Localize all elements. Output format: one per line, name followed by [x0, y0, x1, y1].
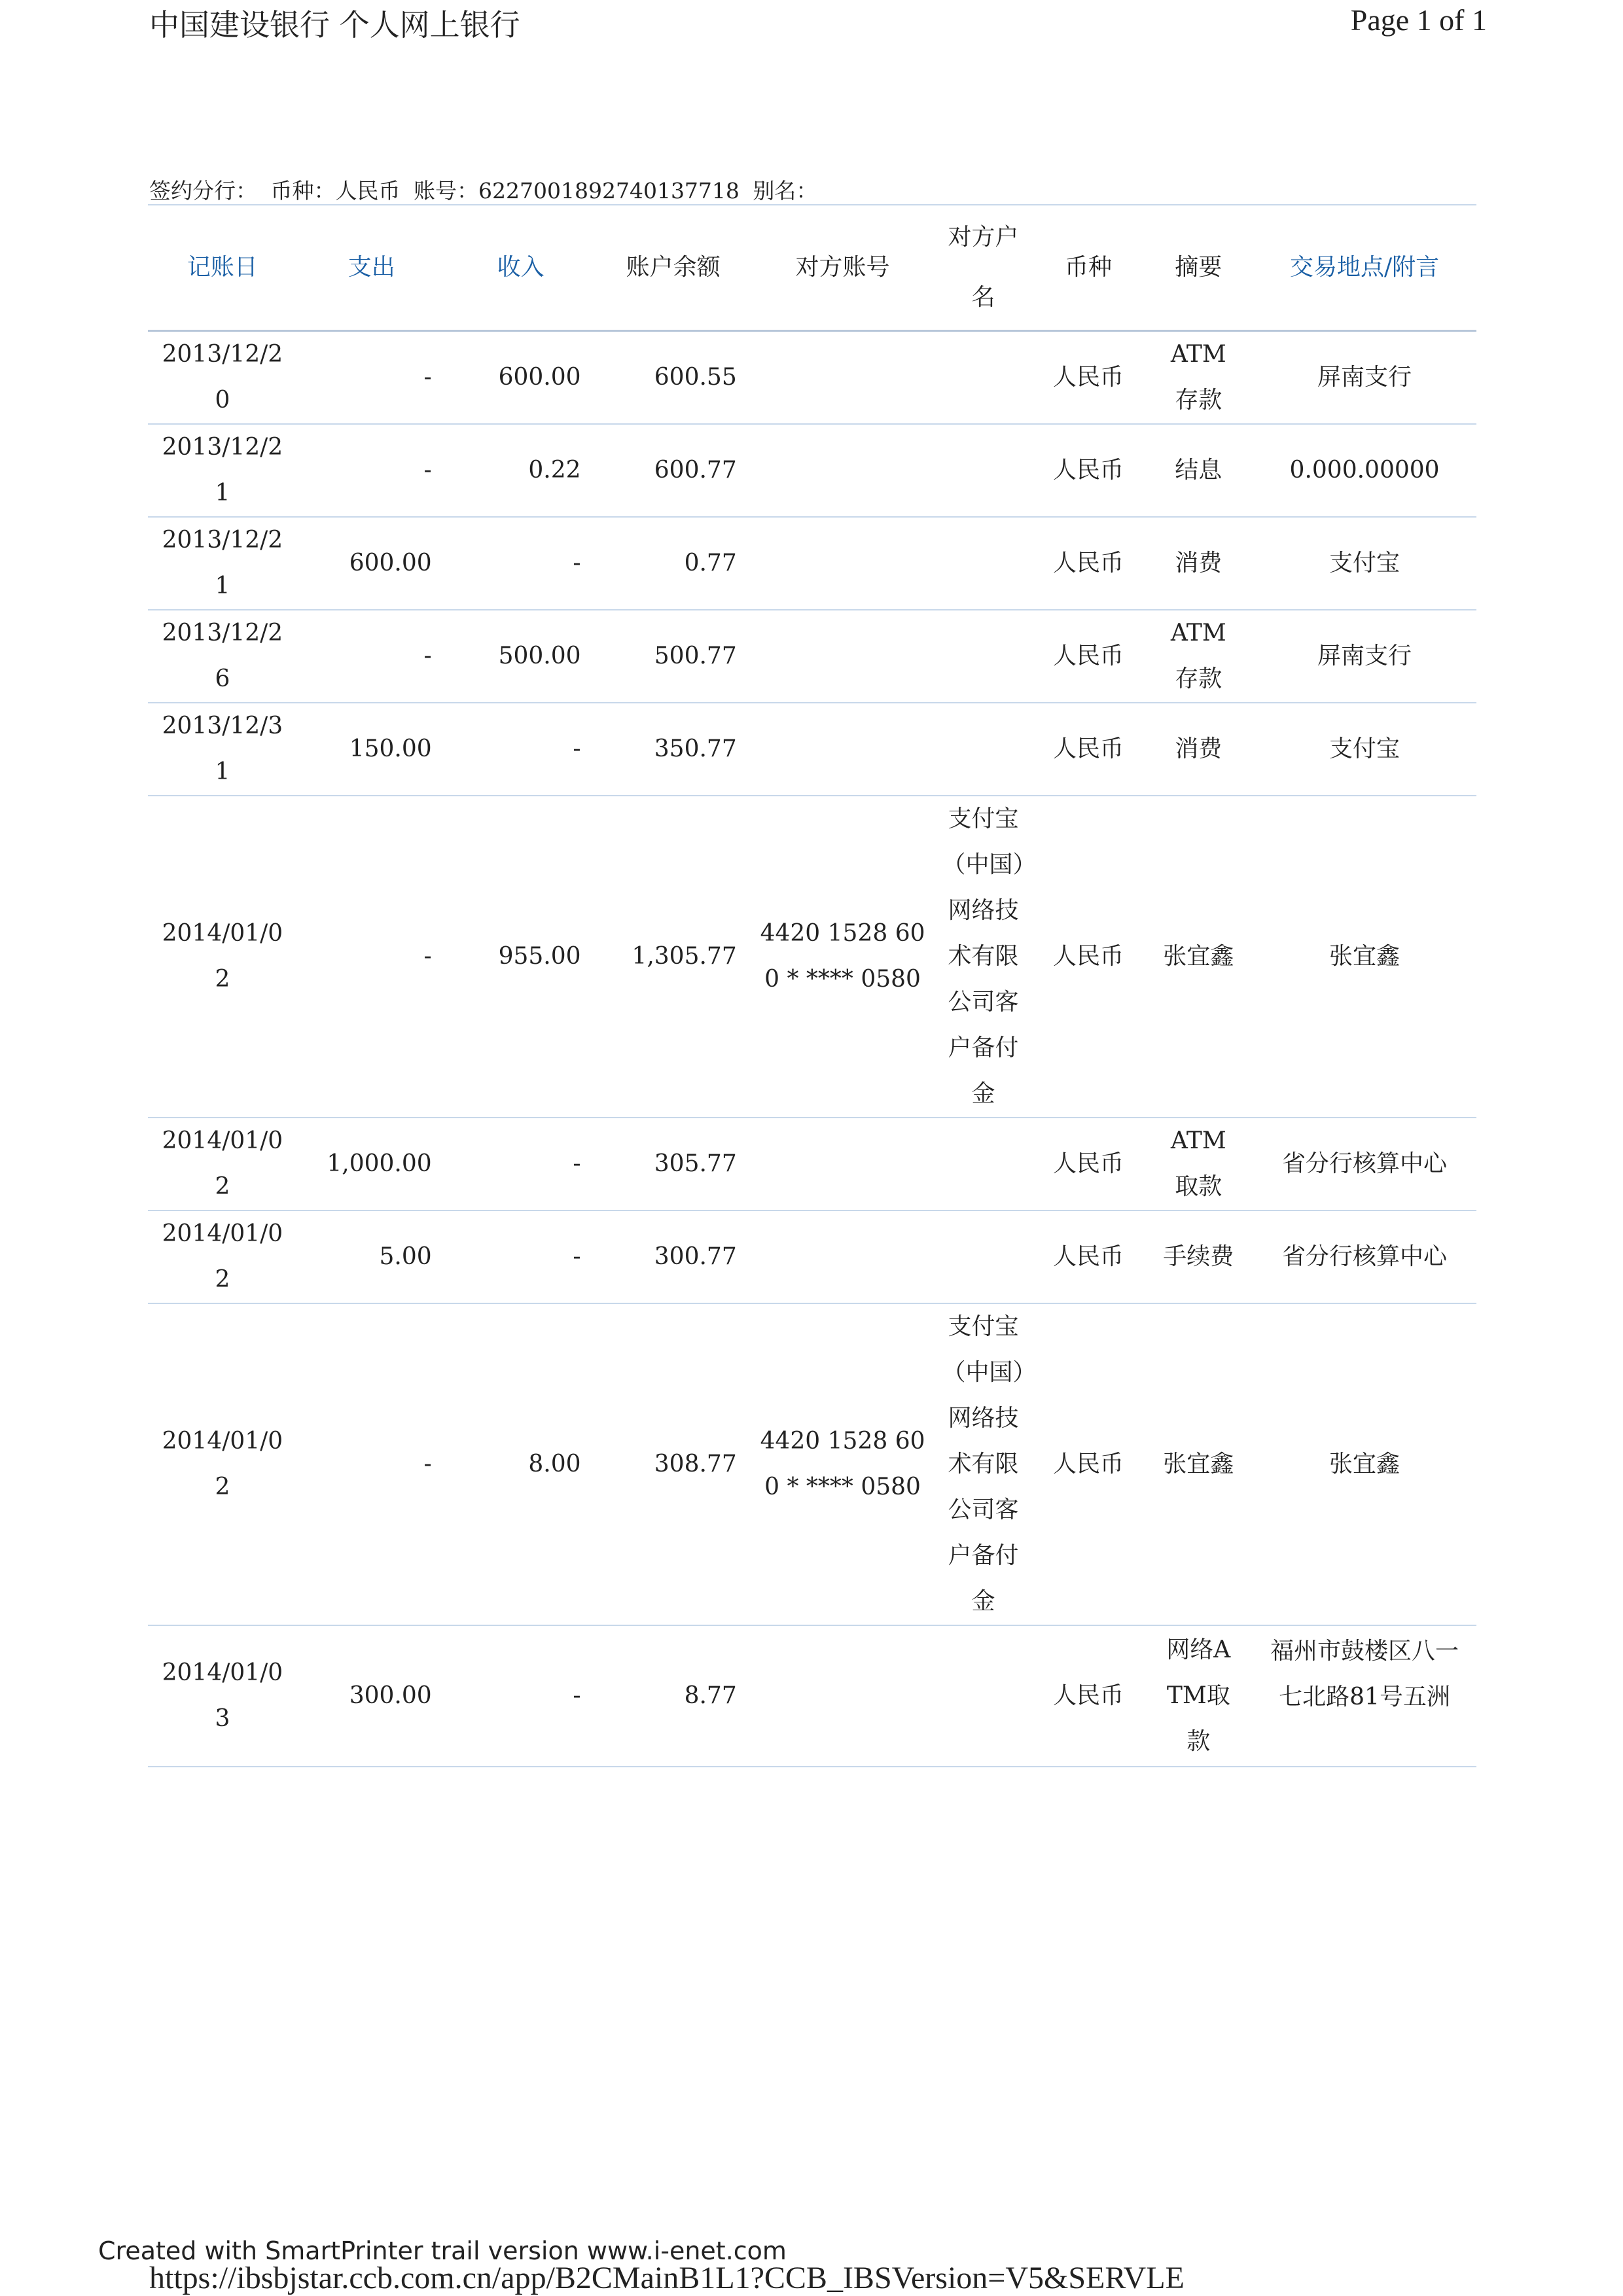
cell-currency: 人民币 — [1052, 735, 1124, 762]
cell-place-text: 福州市鼓楼区八一七北路81号五洲 — [1270, 1638, 1459, 1710]
cell-balance: 600.77 — [654, 457, 737, 484]
cell-counterparty-name-text: 支付宝（中国）网络技术有限公司客户备付金 — [942, 1313, 1025, 1615]
cell-place — [1253, 796, 1476, 1118]
cell-counterparty-account — [751, 703, 935, 796]
cell-summary — [1144, 331, 1253, 425]
cell-counterparty-name — [934, 1210, 1032, 1303]
page-number: Page 1 of 1 — [1350, 3, 1487, 37]
cell-credit: - — [573, 735, 581, 762]
cell-date — [148, 1625, 297, 1767]
branch-label: 签约分行： — [149, 178, 257, 203]
cell-place — [1253, 1303, 1476, 1625]
cell-place-text: 0.000.00000 — [1289, 457, 1440, 484]
cell-counterparty-name — [934, 1625, 1032, 1767]
cell-place — [1253, 1210, 1476, 1303]
table-header-row — [148, 205, 1476, 331]
cell-summary-text: ATM存款 — [1170, 341, 1226, 414]
cell-place-text: 屏南支行 — [1317, 643, 1412, 669]
cell-summary — [1144, 1625, 1253, 1767]
cell-balance: 600.55 — [654, 364, 737, 391]
column-header-credit[interactable]: 收入 — [497, 254, 544, 281]
cell-debit: 600.00 — [349, 550, 432, 576]
account-number: 账号：6227001892740137718 — [414, 178, 740, 203]
column-header-counterparty-name — [934, 205, 1032, 331]
cell-summary — [1144, 1210, 1253, 1303]
cell-currency: 人民币 — [1052, 643, 1124, 669]
cell-date-text: 2013/12/31 — [162, 713, 283, 785]
cell-summary — [1144, 703, 1253, 796]
cell-credit: - — [573, 1150, 581, 1177]
cell-counterparty-account-text: 4420 1528 600 * **** 0580 — [760, 1428, 925, 1500]
cell-date-text: 2014/01/03 — [162, 1659, 283, 1732]
cell-date-text: 2014/01/02 — [162, 1220, 283, 1293]
cell-summary — [1144, 424, 1253, 517]
column-header-place[interactable]: 交易地点/附言 — [1290, 254, 1440, 281]
cell-date — [148, 1210, 297, 1303]
cell-counterparty-name — [934, 517, 1032, 610]
source-url: https://ibsbjstar.ccb.com.cn/app/B2CMainB1L1?CCB_IBSVersion=V5&SERVLE — [149, 2261, 1185, 2295]
cell-date — [148, 331, 297, 425]
cell-counterparty-name — [934, 610, 1032, 703]
cell-place-text: 张宜鑫 — [1329, 1451, 1400, 1477]
cell-credit: - — [573, 1243, 581, 1270]
cell-credit: - — [573, 550, 581, 576]
column-header-debit[interactable]: 支出 — [348, 254, 395, 281]
cell-debit: - — [423, 943, 432, 970]
cell-debit: 150.00 — [349, 735, 432, 762]
cell-summary-text: 网络ATM取款 — [1166, 1636, 1231, 1755]
cell-credit: 600.00 — [498, 364, 581, 391]
cell-place — [1253, 517, 1476, 610]
cell-counterparty-account-text: 4420 1528 600 * **** 0580 — [760, 920, 925, 993]
cell-debit: - — [423, 643, 432, 669]
table-row — [148, 610, 1476, 703]
cell-debit: - — [423, 364, 432, 391]
cell-summary-text: 手续费 — [1163, 1243, 1234, 1270]
cell-date — [148, 1118, 297, 1210]
cell-debit: 300.00 — [349, 1682, 432, 1709]
cell-place — [1253, 1625, 1476, 1767]
column-header-currency: 币种 — [1064, 254, 1112, 281]
column-header-balance: 账户余额 — [626, 254, 721, 281]
cell-counterparty-name — [934, 331, 1032, 425]
cell-place-text: 支付宝 — [1329, 735, 1400, 762]
cell-currency: 人民币 — [1052, 1243, 1124, 1270]
cell-counterparty-name — [934, 1303, 1032, 1625]
cell-balance: 0.77 — [684, 550, 737, 576]
cell-currency: 人民币 — [1052, 943, 1124, 970]
cell-counterparty-account — [751, 1210, 935, 1303]
cell-date-text: 2013/12/20 — [162, 341, 283, 414]
cell-credit: 0.22 — [528, 457, 581, 484]
currency-label: 币种：人民币 — [270, 178, 401, 203]
cell-credit: - — [573, 1682, 581, 1709]
cell-place-text: 省分行核算中心 — [1282, 1243, 1448, 1270]
cell-place — [1253, 1118, 1476, 1210]
column-header-counterparty-name-text: 对方户名 — [948, 224, 1019, 311]
cell-balance: 308.77 — [654, 1451, 737, 1477]
cell-place-clip — [1257, 1626, 1472, 1766]
cell-currency: 人民币 — [1052, 1451, 1124, 1477]
cell-summary-text: ATM存款 — [1170, 620, 1226, 692]
cell-date-text: 2013/12/26 — [162, 620, 283, 692]
cell-date — [148, 703, 297, 796]
account-info-line — [149, 174, 824, 205]
cell-counterparty-account — [751, 1625, 935, 1767]
cell-currency: 人民币 — [1052, 457, 1124, 484]
cell-currency: 人民币 — [1052, 550, 1124, 576]
cell-summary-text: 张宜鑫 — [1163, 1451, 1234, 1477]
column-header-counterparty-account: 对方账号 — [795, 254, 890, 281]
cell-summary-text: 张宜鑫 — [1163, 943, 1234, 970]
cell-currency: 人民币 — [1052, 1150, 1124, 1177]
cell-counterparty-account — [751, 517, 935, 610]
cell-date-text: 2013/12/21 — [162, 434, 283, 506]
cell-place-text: 张宜鑫 — [1329, 943, 1400, 970]
cell-counterparty-account — [751, 331, 935, 425]
table-row — [148, 1118, 1476, 1210]
cell-summary — [1144, 517, 1253, 610]
printer-watermark: Created with SmartPrinter trail version www.i-enet.com — [98, 2236, 787, 2265]
cell-counterparty-name — [934, 703, 1032, 796]
cell-balance: 305.77 — [654, 1150, 737, 1177]
cell-counterparty-account — [751, 1118, 935, 1210]
cell-counterparty-account — [751, 796, 935, 1118]
cell-date — [148, 517, 297, 610]
cell-balance: 8.77 — [684, 1682, 737, 1709]
cell-balance: 500.77 — [654, 643, 737, 669]
cell-summary — [1144, 1118, 1253, 1210]
cell-debit: - — [423, 457, 432, 484]
cell-counterparty-name — [934, 424, 1032, 517]
alias-label: 别名： — [753, 178, 818, 203]
page-header-title: 中国建设银行 个人网上银行 — [149, 7, 520, 43]
transaction-table — [148, 204, 1476, 1767]
table-row — [148, 796, 1476, 1118]
cell-debit: - — [423, 1451, 432, 1477]
cell-counterparty-name — [934, 1118, 1032, 1210]
cell-place — [1253, 703, 1476, 796]
cell-summary-text: 结息 — [1175, 457, 1222, 484]
column-header-date[interactable]: 记账日 — [187, 254, 258, 281]
cell-credit: 8.00 — [528, 1451, 581, 1477]
cell-place — [1253, 331, 1476, 425]
cell-debit: 5.00 — [379, 1243, 432, 1270]
table-row — [148, 1625, 1476, 1767]
cell-date-text: 2014/01/02 — [162, 1127, 283, 1200]
cell-date-text: 2014/01/02 — [162, 1428, 283, 1500]
cell-currency: 人民币 — [1052, 1682, 1124, 1709]
cell-balance: 300.77 — [654, 1243, 737, 1270]
cell-balance: 350.77 — [654, 735, 737, 762]
column-header-summary: 摘要 — [1175, 254, 1222, 281]
cell-currency: 人民币 — [1052, 364, 1124, 391]
cell-summary — [1144, 610, 1253, 703]
cell-credit: 955.00 — [498, 943, 581, 970]
table-row — [148, 703, 1476, 796]
cell-place-text: 支付宝 — [1329, 550, 1400, 576]
cell-place-text: 屏南支行 — [1317, 364, 1412, 391]
table-row — [148, 1303, 1476, 1625]
cell-counterparty-account — [751, 424, 935, 517]
cell-date — [148, 1303, 297, 1625]
table-row — [148, 424, 1476, 517]
cell-summary-text: ATM取款 — [1170, 1127, 1226, 1200]
table-row — [148, 331, 1476, 425]
cell-place — [1253, 610, 1476, 703]
cell-counterparty-name — [934, 796, 1032, 1118]
cell-balance: 1,305.77 — [632, 943, 737, 970]
cell-summary-text: 消费 — [1175, 735, 1222, 762]
cell-date-text: 2014/01/02 — [162, 920, 283, 993]
cell-counterparty-name-text: 支付宝（中国）网络技术有限公司客户备付金 — [942, 805, 1025, 1107]
cell-date — [148, 610, 297, 703]
table-row — [148, 517, 1476, 610]
cell-date-text: 2013/12/21 — [162, 527, 283, 599]
table-row — [148, 1210, 1476, 1303]
cell-summary — [1144, 1303, 1253, 1625]
cell-summary-text: 消费 — [1175, 550, 1222, 576]
cell-counterparty-account — [751, 1303, 935, 1625]
cell-date — [148, 796, 297, 1118]
cell-credit: 500.00 — [498, 643, 581, 669]
cell-place-text: 省分行核算中心 — [1282, 1150, 1448, 1177]
cell-debit: 1,000.00 — [327, 1150, 432, 1177]
cell-place — [1253, 424, 1476, 517]
cell-summary — [1144, 796, 1253, 1118]
cell-date — [148, 424, 297, 517]
cell-counterparty-account — [751, 610, 935, 703]
